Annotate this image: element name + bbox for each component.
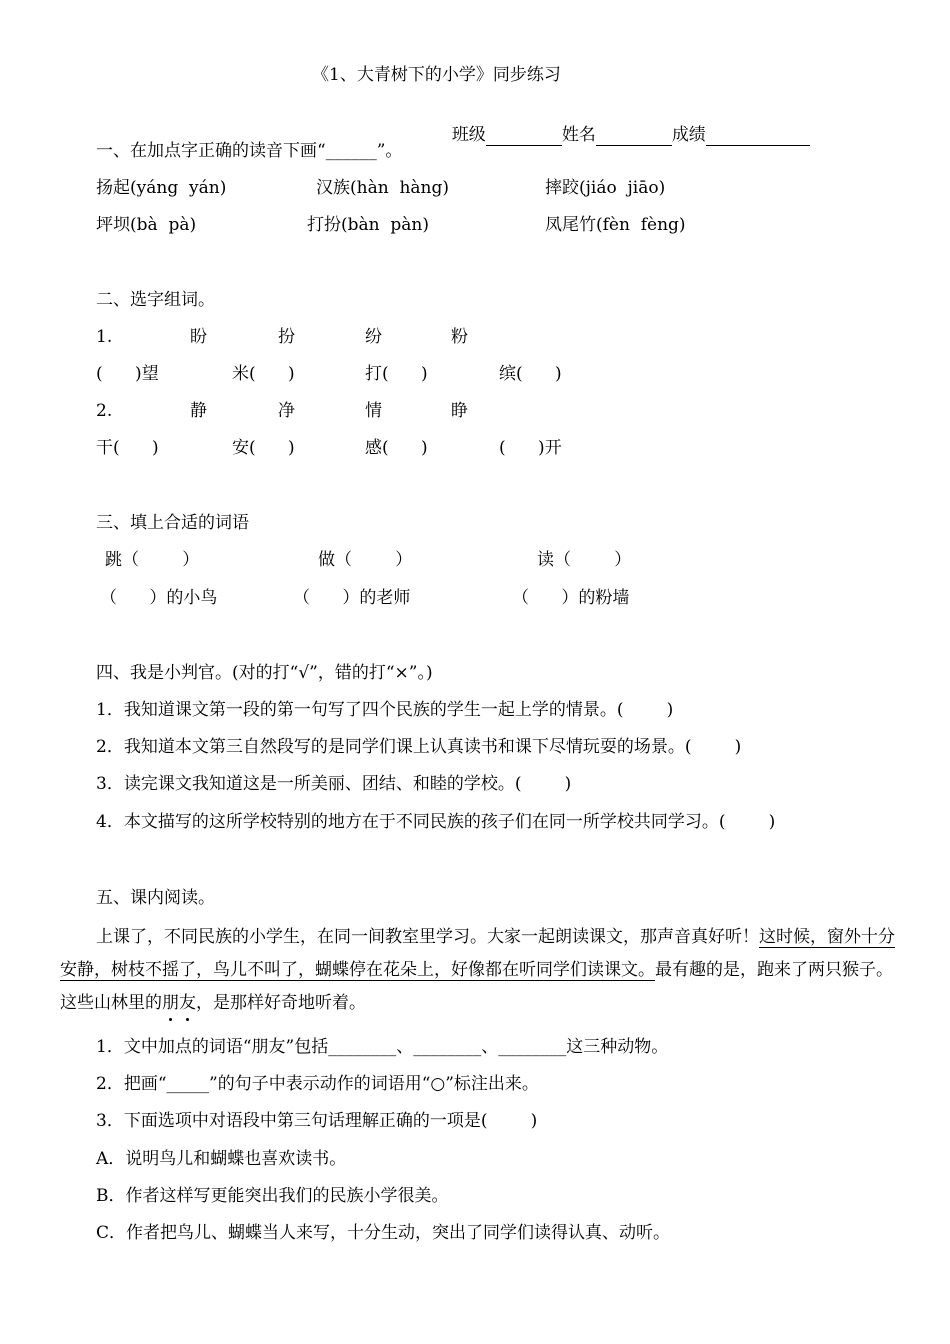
name-label: 姓名 — [561, 125, 596, 145]
judge-item[interactable]: 2．我知道本文第三自然段写的是同学们课上认真读书和课下尽情玩耍的场景。( ) — [96, 737, 742, 757]
reading-question[interactable]: 1．文中加点的词语“朋友”包括________、________、________这三种动物。 — [96, 1037, 669, 1057]
choice-char: 扮 — [278, 327, 295, 347]
pinyin-item: 扬起(yáng yán) — [96, 178, 227, 198]
fill-blank[interactable]: （ ）的老师 — [293, 588, 411, 608]
class-field[interactable] — [486, 127, 562, 146]
word-blank[interactable]: 缤( ) — [499, 364, 562, 384]
section4-heading: 四、我是小判官。(对的打“√”，错的打“×”。) — [96, 663, 433, 683]
fill-blank[interactable]: 跳（ ） — [105, 550, 200, 570]
choice-char: 静 — [190, 401, 207, 421]
answer-option[interactable]: C．作者把鸟儿、蝴蝶当人来写，十分生动，突出了同学们读得认真、动听。 — [96, 1223, 671, 1243]
section2-heading: 二、选字组词。 — [96, 290, 215, 310]
passage-text: 上课了，不同民族的小学生，在同一间教室里学习。大家一起朗读课文，那声音真好听！ — [96, 927, 759, 947]
judge-item[interactable]: 4．本文描写的这所学校特别的地方在于不同民族的孩子们在同一所学校共同学习。( ) — [96, 812, 776, 832]
fill-blank[interactable]: 做（ ） — [318, 550, 413, 570]
choice-char: 粉 — [451, 327, 468, 347]
section3-heading: 三、填上合适的词语 — [96, 513, 249, 533]
section1-heading: 一、在加点字正确的读音下画“______”。 — [96, 141, 403, 161]
dotted-char: 友 — [179, 993, 196, 1013]
passage-text: ，是那样好奇地听着。 — [196, 993, 366, 1013]
pinyin-item: 坪坝(bà pà) — [96, 215, 197, 235]
judge-item[interactable]: 1．我知道课文第一段的第一句写了四个民族的学生一起上学的情景。( ) — [96, 700, 674, 720]
underlined-sentence: 这时候，窗外十分安静，树枝不摇了，鸟儿不叫了，蝴蝶停在花朵上，好像都在听同学们读课文。 — [60, 927, 895, 980]
pinyin-item: 摔跤(jiáo jiāo) — [545, 178, 666, 198]
word-blank[interactable]: 安( ) — [232, 438, 295, 458]
page-title: 《1、大青树下的小学》同步练习 — [312, 65, 561, 85]
section5-heading: 五、课内阅读。 — [96, 888, 215, 908]
pinyin-item: 凤尾竹(fèn fèng) — [545, 215, 686, 235]
answer-option[interactable]: A．说明鸟儿和蝴蝶也喜欢读书。 — [96, 1149, 347, 1169]
choice-char: 净 — [278, 401, 295, 421]
choice-char: 盼 — [190, 327, 207, 347]
dotted-char: 朋 — [162, 993, 179, 1013]
word-blank[interactable]: ( )开 — [499, 438, 562, 458]
word-blank[interactable]: 米( ) — [232, 364, 295, 384]
fill-blank[interactable]: 读（ ） — [537, 550, 632, 570]
fill-blank[interactable]: （ ）的粉墙 — [512, 588, 630, 608]
word-blank[interactable]: 打( ) — [365, 364, 428, 384]
pinyin-item: 打扮(bàn pàn) — [307, 215, 430, 235]
passage-text: 最有趣的是，跑来了两只猴子。这些山林里的 — [60, 960, 893, 1013]
header-fields — [441, 102, 810, 146]
word-blank[interactable]: 感( ) — [365, 438, 428, 458]
choice-char: 睁 — [451, 401, 468, 421]
choice-char: 纷 — [365, 327, 382, 347]
pinyin-item: 汉族(hàn hàng) — [316, 178, 450, 198]
reading-passage — [60, 921, 900, 1020]
reading-question[interactable]: 3．下面选项中对语段中第三句话理解正确的一项是( ) — [96, 1111, 538, 1131]
answer-option[interactable]: B．作者这样写更能突出我们的民族小学很美。 — [96, 1186, 449, 1206]
score-field[interactable] — [706, 127, 810, 146]
fill-blank[interactable]: （ ）的小鸟 — [100, 588, 218, 608]
group-number: 1. — [96, 327, 113, 347]
name-field[interactable] — [596, 127, 672, 146]
score-label: 成绩 — [671, 125, 706, 145]
choice-char: 情 — [365, 401, 382, 421]
word-blank[interactable]: 干( ) — [96, 438, 159, 458]
class-label: 班级 — [451, 125, 486, 145]
judge-item[interactable]: 3．读完课文我知道这是一所美丽、团结、和睦的学校。( ) — [96, 774, 572, 794]
reading-question: 2．把画“_____”的句子中表示动作的词语用“○”标注出来。 — [96, 1074, 539, 1094]
word-blank[interactable]: ( )望 — [96, 364, 159, 384]
group-number: 2. — [96, 401, 113, 421]
